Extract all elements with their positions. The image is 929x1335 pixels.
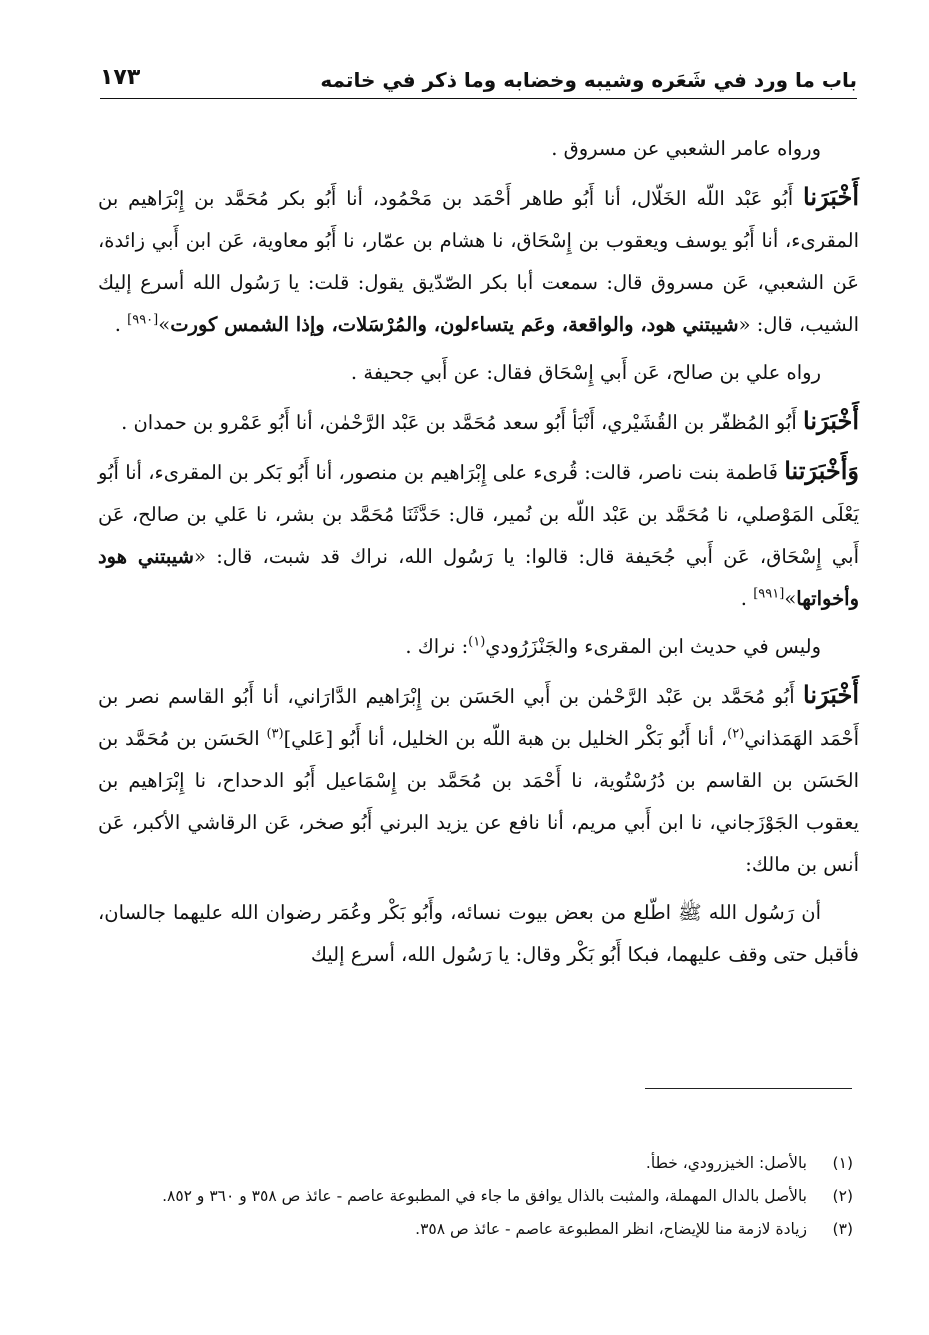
- paragraph-5-quote: شيبتني هود وأخواتها: [98, 545, 859, 610]
- paragraph-5: [98, 450, 859, 620]
- paragraph-4-lead: أَخْبَرَنا: [803, 406, 859, 435]
- footnote-1-number: (١): [832, 1154, 853, 1172]
- footnote-1-text: بالأصل: الخيزرودي، خطأ.: [645, 1154, 807, 1172]
- footnote-3-text: زيادة لازمة منا للإيضاح، انظر المطبوعة عاصم - عائذ ص ٣٥٨.: [415, 1220, 807, 1238]
- paragraph-2-quote: شيبتني هود، والواقعة، وعَم يتساءلون، والمُرْسَلات، وإذا الشمس كورت: [170, 313, 739, 336]
- hadith-ref-991: [٩٩١]: [753, 586, 785, 602]
- paragraph-4-text: أَبُو المُظفّر بن القُشَيْري، أَنْبَأ أَبُو سعد مُحَمَّد بن عَبْد الرَّحْمٰن، أنا أَبُو عَمْرو بن حمدان .: [121, 411, 804, 434]
- paragraph-7-lead: أَخْبَرَنا: [803, 680, 859, 709]
- paragraph-7-text-1: أَبُو مُحَمَّد بن عَبْد الرَّحْمٰن بن أَبي الحَسَن بن إِبْرَاهيم الدَّارَاني، أنا أَبُو القاسم نصر بن أَحْمَد الهَمَذاني: [98, 685, 859, 750]
- paragraph-3-text: رواه علي بن صالح، عَن أَبي إِسْحَاق فقال: عن أَبي جحيفة .: [350, 361, 821, 384]
- chapter-title: باب ما ورد في شَعَره وشيبه وخضابه وما ذكر في خاتمه: [320, 68, 857, 92]
- paragraph-5-quote-close: »: [784, 587, 797, 610]
- footnote-marker-3: (٣): [266, 726, 284, 742]
- main-text: [98, 128, 859, 982]
- paragraph-5-end: .: [740, 587, 754, 610]
- paragraph-5-lead: وَأَخْبَرَتنا: [784, 456, 859, 485]
- paragraph-2: [98, 176, 859, 346]
- paragraph-7-text-2: ، أنا أَبُو بَكْر الخليل بن هبة اللّه بن الخليل، أنا أَبُو [عَلي]: [283, 727, 728, 750]
- paragraph-5-text: فَاطمة بنت ناصر، قالت: قُرىء على إِبْرَاهيم بن منصور، أنا أَبُو بَكر بن المقرىء، أنا أَبُو يَعْلَى المَوْصلي، نا مُحَمَّد بن عَبْد اللّه بن نُمير، قال: حَدَّثَنَا مُحَمَّد بن بشر، نا عَلي بن صالح، عَن أَبي إِسْحَاق، عَن أَبي جُحَيفة قال: قالوا: يا رَسُول الله، نراك قد شبت، قال: «: [98, 461, 859, 568]
- footnote-1: [95, 1150, 853, 1177]
- footnote-3: [95, 1216, 853, 1243]
- footnote-2-number: (٢): [832, 1187, 853, 1205]
- footnote-3-number: (٣): [832, 1220, 853, 1238]
- paragraph-2-quote-close: »: [158, 313, 171, 336]
- footnote-2: [95, 1183, 853, 1210]
- paragraph-2-text: أَبُو عَبْد اللّه الخَلّال، أنا أَبُو طاهر أَحْمَد بن مَحْمُود، أنا أَبُو بكر مُحَمَّد بن إِبْرَاهيم بن المقرىء، أنا أَبُو يوسف ويعقوب بن إِسْحَاق، نا هشام بن عمّار، نا أَبُو معاوية، عَن ابن أَبي زائدة، عَن الشعبي، عَن مسروق قال: سمعت أبا بكر الصّدّيق يقول: قلت: يا رَسُول الله أسرع إليك الشيب، قال: «: [98, 187, 859, 336]
- paragraph-6-text: وليس في حديث ابن المقرىء والجَنْزَرُودي: [485, 635, 821, 658]
- footnotes: [95, 1150, 853, 1249]
- paragraph-3: [98, 352, 859, 394]
- page-number: ١٧٣: [100, 65, 141, 90]
- paragraph-6: [98, 626, 859, 668]
- paragraph-7: [98, 674, 859, 886]
- paragraph-4: [98, 400, 859, 444]
- footnote-divider: [645, 1088, 852, 1089]
- hadith-ref-990: [٩٩٠]: [127, 312, 159, 328]
- paragraph-2-end: .: [114, 313, 128, 336]
- paragraph-2-lead: أَخْبَرَنا: [803, 182, 859, 211]
- paragraph-8-text: أن رَسُول الله ﷺ اطّلع من بعض بيوت نسائه، وأَبُو بَكْر وعُمَر رضوان الله عليهما جالسان، فأقبل حتى وقف عليهما، فبكا أَبُو بَكْر وقال: يا رَسُول الله، أسرع إليك: [98, 901, 859, 966]
- footnote-marker-1: (١): [468, 634, 486, 650]
- running-header: [100, 58, 857, 99]
- paragraph-1-text: ورواه عامر الشعبي عن مسروق .: [551, 137, 821, 160]
- footnote-2-text: بالأصل بالدال المهملة، والمثبت بالذال يوافق ما جاء في المطبوعة عاصم - عائذ ص ٣٥٨ و ٣٦٠ و ٨٥٢.: [162, 1187, 807, 1205]
- paragraph-8: [98, 892, 859, 976]
- paragraph-6-end: : نراك .: [405, 635, 469, 658]
- footnote-marker-2: (٢): [727, 726, 745, 742]
- paragraph-1: [98, 128, 859, 170]
- paragraph-7-text-3: الحَسَن بن مُحَمَّد بن الحَسَن بن القاسم بن دُرُسْتُوية، نا أَحْمَد بن مُحَمَّد بن إِسْمَاعيل أَبُو الدحداح، نا إِبْرَاهيم بن يعقوب الجَوْزَجاني، نا ابن أَبي مريم، أنا نافع عن يزيد البرني أَبُو صخر، عَن الرقاشي الأكبر، عَن أنس بن مالك:: [98, 727, 859, 876]
